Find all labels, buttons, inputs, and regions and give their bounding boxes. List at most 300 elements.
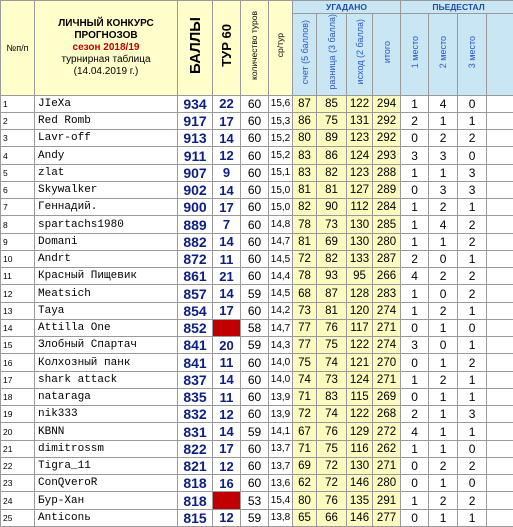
place3-count: 1 xyxy=(458,250,487,267)
guessed-outcome: 133 xyxy=(347,250,373,267)
table-row xyxy=(1,233,513,250)
points: 821 xyxy=(178,457,213,474)
row-number: 11 xyxy=(1,268,35,285)
avg-per-tour: 15,1 xyxy=(269,164,293,181)
guessed-total: 269 xyxy=(373,388,401,405)
points: 900 xyxy=(178,199,213,216)
empty-cell xyxy=(487,475,513,492)
guessed-total: 274 xyxy=(373,302,401,319)
tours-count: 60 xyxy=(241,268,269,285)
table-row xyxy=(1,388,513,405)
guessed-diff: 87 xyxy=(317,285,347,302)
points: 882 xyxy=(178,233,213,250)
place3-count: 1 xyxy=(458,302,487,319)
tour-points xyxy=(213,319,241,336)
season-label: сезон 2018/19 xyxy=(35,42,177,54)
guessed-diff: 83 xyxy=(317,388,347,405)
player-name: Taya xyxy=(35,302,178,319)
row-number: 8 xyxy=(1,216,35,233)
guessed-total: 274 xyxy=(373,337,401,354)
place3-count: 2 xyxy=(458,216,487,233)
guessed-total: 292 xyxy=(373,130,401,147)
points-header: БАЛЛЫ xyxy=(178,1,213,96)
player-name: Бур-Хан xyxy=(35,492,178,509)
place3-count: 2 xyxy=(458,130,487,147)
empty-cell xyxy=(487,457,513,474)
tour-points: 14 xyxy=(213,423,241,440)
tour-points: 14 xyxy=(213,130,241,147)
place2-count: 1 xyxy=(429,406,458,423)
guessed-outcome: 95 xyxy=(347,268,373,285)
row-number: 21 xyxy=(1,440,35,457)
avg-per-tour: 15,0 xyxy=(269,199,293,216)
place1-count: 0 xyxy=(401,475,429,492)
guessed-outcome: 123 xyxy=(347,130,373,147)
player-name: Meatsich xyxy=(35,285,178,302)
empty-cell xyxy=(487,130,513,147)
guessed-diff: 75 xyxy=(317,112,347,129)
guessed-total: 271 xyxy=(373,319,401,336)
place3-count: 1 xyxy=(458,371,487,388)
points: 913 xyxy=(178,130,213,147)
row-number: 16 xyxy=(1,354,35,371)
place2-count: 1 xyxy=(429,440,458,457)
guessed-score: 73 xyxy=(293,302,317,319)
place1-header: 1 место xyxy=(401,14,429,96)
tour-points: 21 xyxy=(213,268,241,285)
place2-count: 3 xyxy=(429,147,458,164)
guessed-diff: 76 xyxy=(317,492,347,509)
row-number: 20 xyxy=(1,423,35,440)
points: 841 xyxy=(178,354,213,371)
guessed-outcome: 135 xyxy=(347,492,373,509)
place1-count: 3 xyxy=(401,337,429,354)
place2-count: 2 xyxy=(429,130,458,147)
guessed-diff: 75 xyxy=(317,337,347,354)
guessed-diff: 90 xyxy=(317,199,347,216)
tours-count-header: количество туров xyxy=(241,1,269,96)
tour-points: 7 xyxy=(213,216,241,233)
points: 818 xyxy=(178,492,213,509)
tour-points: 14 xyxy=(213,371,241,388)
table-row xyxy=(1,164,513,181)
guessed-total: 285 xyxy=(373,216,401,233)
tours-count: 60 xyxy=(241,354,269,371)
points: 917 xyxy=(178,112,213,129)
table-row xyxy=(1,147,513,164)
guessed-diff: 74 xyxy=(317,354,347,371)
tours-count: 60 xyxy=(241,406,269,423)
tours-count: 60 xyxy=(241,457,269,474)
tours-count: 60 xyxy=(241,130,269,147)
table-row xyxy=(1,250,513,267)
guessed-diff: 89 xyxy=(317,130,347,147)
guessed-total: 284 xyxy=(373,199,401,216)
points: 837 xyxy=(178,371,213,388)
place3-count: 3 xyxy=(458,164,487,181)
guessed-score: 69 xyxy=(293,457,317,474)
place3-count: 2 xyxy=(458,268,487,285)
guessed-outcome: 123 xyxy=(347,164,373,181)
guessed-diff: 82 xyxy=(317,250,347,267)
tours-count: 60 xyxy=(241,475,269,492)
guessed-score: 71 xyxy=(293,388,317,405)
place1-count: 2 xyxy=(401,112,429,129)
guessed-outcome: 130 xyxy=(347,457,373,474)
row-number: 9 xyxy=(1,233,35,250)
guessed-diff: 69 xyxy=(317,233,347,250)
total-header: итого xyxy=(373,14,401,96)
guessed-outcome: 121 xyxy=(347,354,373,371)
empty-cell xyxy=(487,440,513,457)
tours-count: 60 xyxy=(241,95,269,112)
avg-per-tour: 14,0 xyxy=(269,354,293,371)
place2-count: 2 xyxy=(429,268,458,285)
points: 835 xyxy=(178,388,213,405)
guessed-total: 289 xyxy=(373,181,401,198)
guessed-outcome: 146 xyxy=(347,509,373,526)
place1-count: 2 xyxy=(401,250,429,267)
player-name: zlat xyxy=(35,164,178,181)
place2-count: 1 xyxy=(429,354,458,371)
place1-count: 1 xyxy=(401,440,429,457)
place3-header: 3 место xyxy=(458,14,487,96)
guessed-outcome: 146 xyxy=(347,475,373,492)
guessed-total: 293 xyxy=(373,147,401,164)
score-header: счет (5 баллов) xyxy=(293,14,317,96)
row-number: 17 xyxy=(1,371,35,388)
num-header: №п/п xyxy=(1,1,35,96)
tour-header: ТУР 60 xyxy=(213,1,241,96)
tours-count: 53 xyxy=(241,492,269,509)
place2-count: 4 xyxy=(429,95,458,112)
points: 889 xyxy=(178,216,213,233)
player-name: Andrt xyxy=(35,250,178,267)
place3-count: 1 xyxy=(458,199,487,216)
guessed-outcome: 131 xyxy=(347,112,373,129)
date-label: (14.04.2019 г.) xyxy=(35,66,177,78)
place1-count: 0 xyxy=(401,354,429,371)
row-number: 25 xyxy=(1,509,35,526)
guessed-score: 80 xyxy=(293,130,317,147)
guessed-outcome: 116 xyxy=(347,440,373,457)
guessed-outcome: 127 xyxy=(347,181,373,198)
guessed-outcome: 122 xyxy=(347,95,373,112)
row-number: 14 xyxy=(1,319,35,336)
points: 815 xyxy=(178,509,213,526)
place3-count: 2 xyxy=(458,233,487,250)
guessed-total: 280 xyxy=(373,475,401,492)
empty-cell xyxy=(487,285,513,302)
empty-cell xyxy=(487,199,513,216)
guessed-outcome: 130 xyxy=(347,233,373,250)
table-row xyxy=(1,509,513,526)
empty-cell xyxy=(487,337,513,354)
podium-group-header: ПЬЕДЕСТАЛ xyxy=(401,1,513,14)
place3-count: 2 xyxy=(458,354,487,371)
place1-count: 3 xyxy=(401,147,429,164)
place1-count: 0 xyxy=(401,319,429,336)
tour-points: 12 xyxy=(213,509,241,526)
empty-cell xyxy=(487,354,513,371)
tours-count: 59 xyxy=(241,509,269,526)
place2-count: 1 xyxy=(429,233,458,250)
points: 852 xyxy=(178,319,213,336)
guessed-total: 262 xyxy=(373,440,401,457)
place3-count: 3 xyxy=(458,181,487,198)
empty-cell xyxy=(487,268,513,285)
row-number: 23 xyxy=(1,475,35,492)
avg-per-tour: 15,4 xyxy=(269,492,293,509)
place1-count: 1 xyxy=(401,492,429,509)
tours-count: 60 xyxy=(241,233,269,250)
place2-count: 2 xyxy=(429,371,458,388)
place3-count: 2 xyxy=(458,492,487,509)
player-name: shark attack xyxy=(35,371,178,388)
guessed-score: 81 xyxy=(293,181,317,198)
table-row xyxy=(1,130,513,147)
row-number: 5 xyxy=(1,164,35,181)
tours-count: 60 xyxy=(241,164,269,181)
tour-points: 17 xyxy=(213,199,241,216)
tours-count: 60 xyxy=(241,388,269,405)
table-row xyxy=(1,354,513,371)
guessed-diff: 82 xyxy=(317,164,347,181)
row-number: 19 xyxy=(1,406,35,423)
tours-count: 60 xyxy=(241,371,269,388)
place3-count: 1 xyxy=(458,388,487,405)
place2-count: 3 xyxy=(429,181,458,198)
points: 861 xyxy=(178,268,213,285)
row-number: 3 xyxy=(1,130,35,147)
place1-count: 1 xyxy=(401,164,429,181)
place1-count: 0 xyxy=(401,388,429,405)
player-name: ConQveroR xyxy=(35,475,178,492)
table-row xyxy=(1,423,513,440)
tour-points: 22 xyxy=(213,95,241,112)
tour-points: 9 xyxy=(213,164,241,181)
guessed-diff: 73 xyxy=(317,371,347,388)
guessed-outcome: 129 xyxy=(347,423,373,440)
place3-count: 3 xyxy=(458,406,487,423)
guessed-score: 87 xyxy=(293,95,317,112)
place2-count: 1 xyxy=(429,423,458,440)
place3-count: 0 xyxy=(458,147,487,164)
table-row xyxy=(1,319,513,336)
table-row xyxy=(1,440,513,457)
place1-count: 0 xyxy=(401,457,429,474)
empty-cell xyxy=(487,164,513,181)
row-number: 13 xyxy=(1,302,35,319)
guessed-score: 83 xyxy=(293,147,317,164)
avg-per-tour: 14,0 xyxy=(269,371,293,388)
avg-per-tour: 14,1 xyxy=(269,423,293,440)
guessed-score: 78 xyxy=(293,268,317,285)
avg-per-tour: 14,4 xyxy=(269,268,293,285)
tours-count: 59 xyxy=(241,337,269,354)
tours-count: 60 xyxy=(241,181,269,198)
table-row xyxy=(1,457,513,474)
place3-count: 1 xyxy=(458,112,487,129)
guessed-outcome: 122 xyxy=(347,406,373,423)
subtitle: турнирная таблица xyxy=(35,54,177,66)
player-name: Red Romb xyxy=(35,112,178,129)
avg-per-tour: 13,8 xyxy=(269,509,293,526)
table-row xyxy=(1,337,513,354)
guessed-diff: 81 xyxy=(317,181,347,198)
place1-count: 0 xyxy=(401,130,429,147)
guessed-total: 271 xyxy=(373,457,401,474)
guessed-outcome: 117 xyxy=(347,319,373,336)
points: 854 xyxy=(178,302,213,319)
guessed-score: 62 xyxy=(293,475,317,492)
guessed-total: 270 xyxy=(373,354,401,371)
tour-points: 17 xyxy=(213,302,241,319)
guessed-total: 277 xyxy=(373,509,401,526)
guessed-score: 78 xyxy=(293,216,317,233)
points: 832 xyxy=(178,406,213,423)
tour-points: 14 xyxy=(213,233,241,250)
row-number: 1 xyxy=(1,95,35,112)
guessed-total: 294 xyxy=(373,95,401,112)
points: 841 xyxy=(178,337,213,354)
guessed-score: 68 xyxy=(293,285,317,302)
guessed-score: 77 xyxy=(293,319,317,336)
place2-count: 0 xyxy=(429,285,458,302)
place2-count: 0 xyxy=(429,337,458,354)
place2-header: 2 место xyxy=(429,14,458,96)
place3-count: 1 xyxy=(458,337,487,354)
place1-count: 1 xyxy=(401,302,429,319)
tours-count: 60 xyxy=(241,302,269,319)
guessed-total: 291 xyxy=(373,492,401,509)
tour-points: 11 xyxy=(213,250,241,267)
row-number: 7 xyxy=(1,199,35,216)
player-name: Lavr-off xyxy=(35,130,178,147)
player-name: Attilla One xyxy=(35,319,178,336)
guessed-score: 65 xyxy=(293,509,317,526)
place3-count: 0 xyxy=(458,440,487,457)
outcome-header: исход (2 балла) xyxy=(347,14,373,96)
player-name: KBNN xyxy=(35,423,178,440)
tours-count: 60 xyxy=(241,112,269,129)
tour-points: 12 xyxy=(213,457,241,474)
points: 822 xyxy=(178,440,213,457)
table-row xyxy=(1,181,513,198)
points: 934 xyxy=(178,95,213,112)
tour-points: 14 xyxy=(213,181,241,198)
guessed-total: 288 xyxy=(373,164,401,181)
title-line1: ЛИЧНЫЙ КОНКУРС xyxy=(35,18,177,30)
guessed-group-header: УГАДАНО xyxy=(293,1,401,14)
empty-cell xyxy=(487,492,513,509)
guessed-outcome: 122 xyxy=(347,337,373,354)
avg-per-tour: 13,7 xyxy=(269,440,293,457)
empty-cell xyxy=(487,233,513,250)
player-name: Tigra_11 xyxy=(35,457,178,474)
guessed-diff: 85 xyxy=(317,95,347,112)
table-row xyxy=(1,112,513,129)
guessed-score: 86 xyxy=(293,112,317,129)
guessed-outcome: 112 xyxy=(347,199,373,216)
place3-count: 1 xyxy=(458,423,487,440)
tours-count: 60 xyxy=(241,250,269,267)
row-number: 22 xyxy=(1,457,35,474)
avg-per-tour: 14,8 xyxy=(269,216,293,233)
guessed-score: 82 xyxy=(293,199,317,216)
place1-count: 0 xyxy=(401,509,429,526)
player-name: Andy xyxy=(35,147,178,164)
guessed-outcome: 120 xyxy=(347,302,373,319)
place1-count: 1 xyxy=(401,216,429,233)
place1-count: 1 xyxy=(401,233,429,250)
guessed-total: 280 xyxy=(373,233,401,250)
tour-points: 12 xyxy=(213,147,241,164)
empty-cell xyxy=(487,371,513,388)
player-name: dimitrossm xyxy=(35,440,178,457)
guessed-diff: 72 xyxy=(317,475,347,492)
empty-header xyxy=(487,14,513,96)
guessed-diff: 93 xyxy=(317,268,347,285)
guessed-diff: 75 xyxy=(317,440,347,457)
tour-points: 11 xyxy=(213,354,241,371)
table-body xyxy=(1,95,513,526)
empty-cell xyxy=(487,509,513,526)
guessed-total: 287 xyxy=(373,250,401,267)
place1-count: 1 xyxy=(401,95,429,112)
place1-count: 1 xyxy=(401,199,429,216)
row-number: 15 xyxy=(1,337,35,354)
empty-cell xyxy=(487,181,513,198)
place1-count: 0 xyxy=(401,181,429,198)
empty-cell xyxy=(487,423,513,440)
avg-per-tour: 14,7 xyxy=(269,233,293,250)
points: 902 xyxy=(178,181,213,198)
table-row xyxy=(1,285,513,302)
table-row xyxy=(1,268,513,285)
avg-per-tour: 14,7 xyxy=(269,319,293,336)
guessed-diff: 76 xyxy=(317,319,347,336)
table-row xyxy=(1,406,513,423)
row-number: 24 xyxy=(1,492,35,509)
guessed-score: 75 xyxy=(293,354,317,371)
tour-points xyxy=(213,492,241,509)
place2-count: 1 xyxy=(429,164,458,181)
guessed-score: 71 xyxy=(293,440,317,457)
player-name: Геннадий. xyxy=(35,199,178,216)
player-name: Злобный Спартач xyxy=(35,337,178,354)
tour-points: 17 xyxy=(213,112,241,129)
player-name: Колхозный панк xyxy=(35,354,178,371)
table-row xyxy=(1,216,513,233)
guessed-score: 81 xyxy=(293,233,317,250)
empty-cell xyxy=(487,216,513,233)
row-number: 18 xyxy=(1,388,35,405)
place2-count: 2 xyxy=(429,302,458,319)
row-number: 6 xyxy=(1,181,35,198)
place3-count: 2 xyxy=(458,457,487,474)
guessed-total: 271 xyxy=(373,371,401,388)
empty-cell xyxy=(487,147,513,164)
avg-per-tour: 15,3 xyxy=(269,112,293,129)
tour-points: 12 xyxy=(213,406,241,423)
place2-count: 1 xyxy=(429,112,458,129)
tour-points: 14 xyxy=(213,285,241,302)
empty-cell xyxy=(487,112,513,129)
place3-count: 2 xyxy=(458,285,487,302)
guessed-diff: 81 xyxy=(317,302,347,319)
place2-count: 2 xyxy=(429,199,458,216)
